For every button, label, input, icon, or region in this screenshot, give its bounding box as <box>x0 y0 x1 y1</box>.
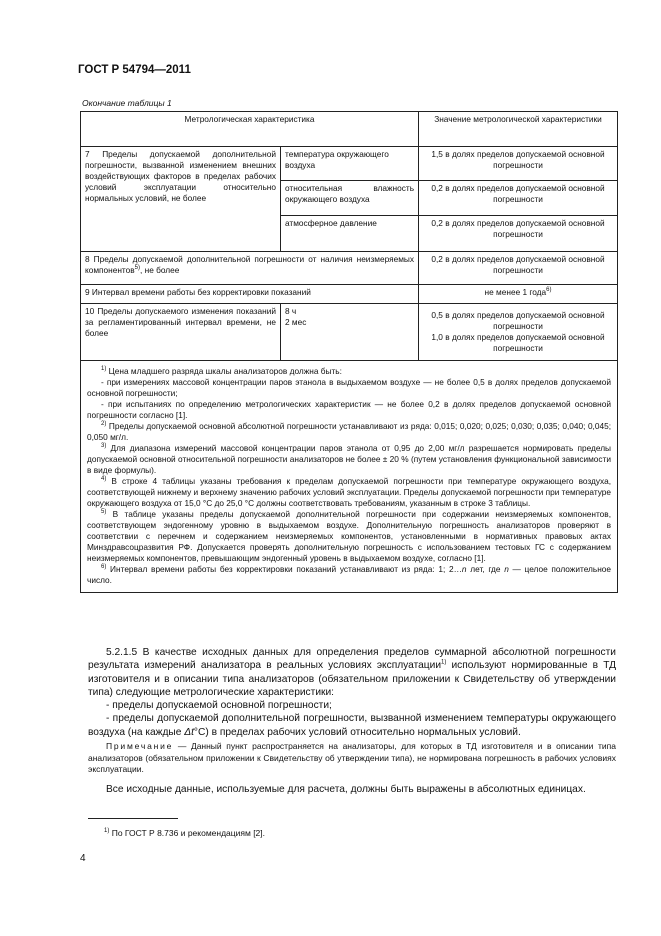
note-1b: - при испытаниях по определению метрологических характеристик — не более 0,2 в долях пределов допускаемой основной погрешности согласно [1]. <box>87 399 612 420</box>
list-item: - пределы допускаемой основной погрешности; <box>106 700 332 712</box>
row7-value-pressure: 0,2 в долях пределов допускаемой основной погрешности <box>419 215 618 251</box>
section-5-2-1-5 <box>88 646 616 739</box>
footnote-divider <box>88 818 178 819</box>
table-notes-row <box>81 361 618 593</box>
note-6: $^{6)}$ Интервал времени работы без корректировки показаний устанавливают из ряда: 1; 2…n лет, где n — целое положительное число. <box>87 564 612 585</box>
section-note: Примечание — Данный пункт распространяется на анализаторы, для которых в ТД изготовителя и в описании типа анализаторов (обязательном приложении к Свидетельству об утверждении типа), не нормирована погрешность в рабочих условиях эксплуатации. <box>88 741 616 775</box>
table-header-row <box>81 112 618 147</box>
document-header: ГОСТ Р 54794—2011 <box>78 64 191 76</box>
note-2: $^{2)}$ Пределы допускаемой основной абсолютной погрешности устанавливают из ряда: 0,015; 0,020; 0,025; 0,030; 0,035; 0,040; 0,045; 0,050 мг/л. <box>87 421 612 442</box>
table-notes <box>81 361 618 593</box>
row10-label: 10 Пределы допускаемого изменения показаний за регламентированный интервал времени, не более <box>81 304 281 361</box>
row9-label: 9 Интервал времени работы без корректировки показаний <box>81 285 419 304</box>
note-1a: - при измерениях массовой концентрации паров этанола в выдыхаемом воздухе — не более 0,5 в долях пределов допускаемой основной погрешности; <box>87 377 612 398</box>
row7-factor-humidity: относительная влажность окружающего воздуха <box>281 181 419 215</box>
list-item: - пределы допускаемой дополнительной погрешности, вызванной изменением температуры окружающего воздуха (на каждые Δt°С) в пределах рабочих условий относительно нормальных условий. <box>88 713 616 738</box>
note-1: $^{1)}$ Цена младшего разряда шкалы анализаторов должна быть: <box>101 366 342 376</box>
note-5: $^{5)}$ В таблице указаны пределы допускаемой дополнительной погрешности при содержании неизмеряемых компонентов, соответствующем эндогенному уровню в выдыхаемом воздухе. Дополнительную погрешность анализаторов проверяют в соответствии с перечнем и содержанием неизмеряемых компонентов, установленными в нормативных правовых актах Минздравсоцразвития РФ. Допускается проверять дополнительную погрешность с использованием тестовых ГС с содержанием неизмеряемых компонентов, превышающим эндогенный уровень в выдыхаемом воздухе, согласно [1]. <box>87 509 612 563</box>
row10-intervals: 8 ч 2 мес <box>281 304 419 361</box>
row7-value-temperature: 1,5 в долях пределов допускаемой основной погрешности <box>419 147 618 181</box>
note-label: Примечание <box>106 741 174 751</box>
page-number: 4 <box>80 853 86 864</box>
row9-value: не менее 1 года$^{6)}$ <box>419 285 618 304</box>
metrology-table <box>80 111 618 593</box>
table-caption: Окончание таблицы 1 <box>82 98 172 108</box>
row8-value: 0,2 в долях пределов допускаемой основной погрешности <box>419 252 618 285</box>
header-value: Значение метрологической характеристики <box>419 112 618 147</box>
row7-factor-pressure: атмосферное давление <box>281 215 419 251</box>
row7-factor-temperature: температура окружающего воздуха <box>281 147 419 181</box>
section-final-paragraph: Все исходные данные, используемые для расчета, должны быть выражены в абсолютных единицах. <box>106 784 586 795</box>
row10-values: 0,5 в долях пределов допускаемой основной погрешности 1,0 в долях пределов допускаемой основной погрешности <box>419 304 618 361</box>
table-row <box>81 252 618 285</box>
row7-value-humidity: 0,2 в долях пределов допускаемой основной погрешности <box>419 181 618 215</box>
note-4: $^{4)}$ В строке 4 таблицы указаны требования к пределам допускаемой погрешности при температуре окружающего воздуха, соответствующей нижнему и верхнему значению рабочих условий эксплуатации. Пределы допускаемой погрешности при температуре окружающего воздуха от 15,0 °С до 25,0 °С должны соответствовать требованиям, указанным в строке 3 таблицы. <box>87 476 612 508</box>
note-3: $^{3)}$ Для диапазона измерений массовой концентрации паров этанола от 0,95 до 2,00 мг/л разрешается нормировать пределы допускаемой основной относительной погрешности анализаторов не более ± 20 % (путем установления функциональной зависимости в виде формулы). <box>87 443 612 475</box>
header-characteristic: Метрологическая характеристика <box>81 112 419 147</box>
table-row <box>81 304 618 361</box>
row7-label: 7 Пределы допускаемой дополнительной погрешности, вызванной изменением внешних воздействующих факторов в пределах рабочих условий эксплуатации относительно нормальных условий, не более <box>81 147 281 252</box>
section-paragraph: 5.2.1.5 В качестве исходных данных для определения пределов суммарной абсолютной погрешности результата измерений анализатора в реальных условиях эксплуатации$^{1)}$ используют нормированные в ТД изготовителя и в описании типа анализаторов (обязательном приложении к Свидетельству об утверждении типа) следующие метрологические характеристики: <box>88 647 616 698</box>
table-row <box>81 147 618 181</box>
table-row <box>81 285 618 304</box>
footnote: $^{1)}$ По ГОСТ Р 8.736 и рекомендациям [2]. <box>104 828 266 838</box>
row8-label: 8 Пределы допускаемой дополнительной погрешности от наличия неизмеряемых компонентов$^{5)}$, не более <box>81 252 419 285</box>
